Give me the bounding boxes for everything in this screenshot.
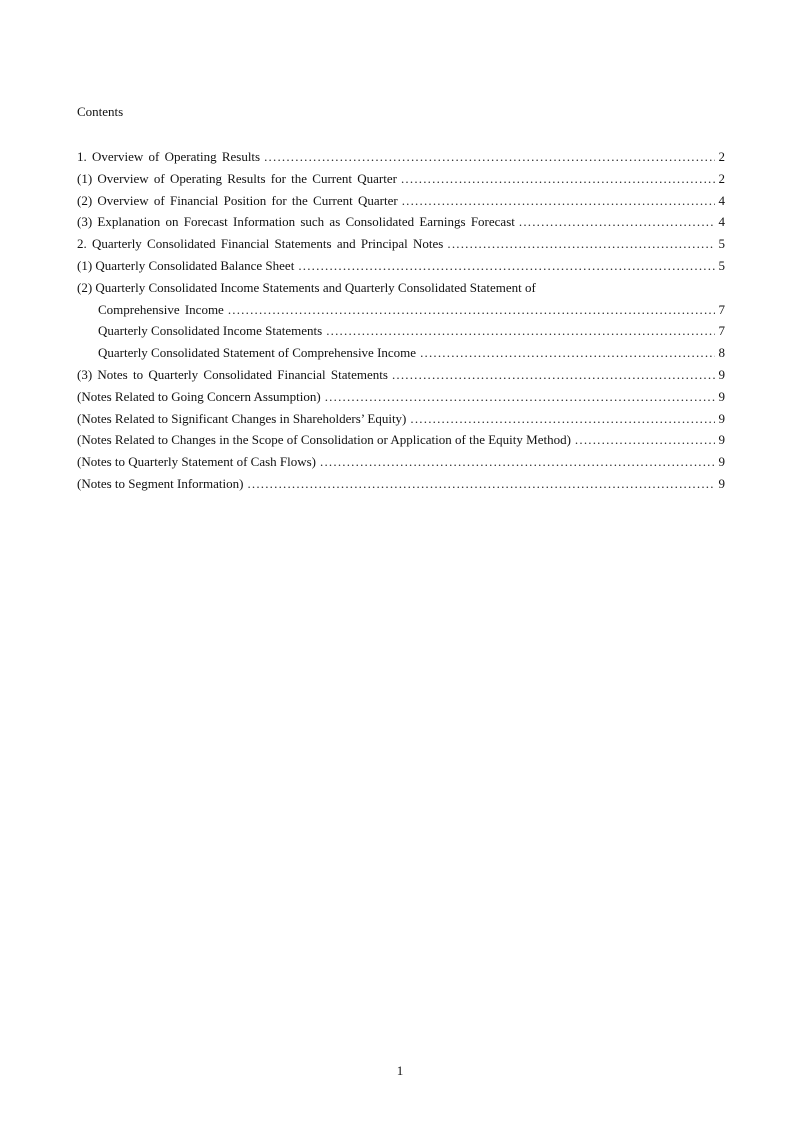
toc-entry[interactable] — [77, 386, 725, 408]
dot-leader — [575, 429, 715, 451]
toc-entry-label: (2) Overview of Financial Position for the Current Quarter — [77, 192, 398, 208]
toc-entry[interactable] — [77, 364, 725, 386]
dot-leader — [264, 146, 714, 168]
toc-entry[interactable] — [77, 429, 725, 451]
dot-leader — [410, 408, 714, 430]
toc-entry[interactable] — [77, 473, 725, 495]
toc-entry-label: (Notes Related to Going Concern Assumption) — [77, 388, 321, 404]
toc-entry-label: Quarterly Consolidated Income Statements — [98, 323, 323, 339]
dot-leader — [447, 233, 714, 255]
toc-entry[interactable] — [77, 211, 725, 233]
toc-entry-label: (1) Overview of Operating Results for the Current Quarter — [77, 170, 397, 186]
toc-entry[interactable] — [77, 255, 725, 277]
toc-entry-page: 9 — [718, 366, 725, 382]
dot-leader — [326, 320, 714, 342]
toc-entry-label: Quarterly Consolidated Statement of Comprehensive Income — [98, 345, 417, 361]
dot-leader — [519, 211, 715, 233]
dot-leader — [325, 386, 715, 408]
toc-entry[interactable] — [77, 146, 725, 168]
dot-leader — [320, 451, 714, 473]
toc-entry-label: 1. Overview of Operating Results — [77, 149, 261, 164]
toc-entry[interactable] — [77, 233, 725, 255]
toc-entry-page: 4 — [718, 214, 725, 230]
toc-entry-page: 8 — [718, 345, 725, 361]
toc-entry[interactable] — [77, 277, 725, 299]
toc-entry-label: 2. Quarterly Consolidated Financial Statements and Principal Notes — [77, 236, 444, 252]
toc-entry[interactable] — [77, 320, 725, 342]
dot-leader — [298, 255, 714, 277]
toc-entry-label: (2) Quarterly Consolidated Income Statements and Quarterly Consolidated Statement of — [77, 279, 536, 295]
toc-entry-page: 5 — [718, 236, 725, 252]
toc-entry-label: (1) Quarterly Consolidated Balance Sheet — [77, 257, 295, 273]
toc-entry-page: 2 — [718, 149, 725, 164]
toc-entry-page: 7 — [718, 323, 725, 339]
dot-leader — [401, 168, 715, 190]
dot-leader — [402, 190, 715, 212]
toc-entry-label: (Notes Related to Significant Changes in Shareholders’ Equity) — [77, 410, 407, 426]
toc-entry-page: 4 — [718, 192, 725, 208]
dot-leader — [247, 473, 714, 495]
toc-entry-page: 9 — [718, 454, 725, 470]
toc-entry-label: (3) Notes to Quarterly Consolidated Financial Statements — [77, 366, 388, 382]
toc-entry-page: 9 — [718, 410, 725, 426]
toc-entry-page: 7 — [718, 301, 725, 317]
page-number: 1 — [396, 1063, 404, 1078]
toc-entry[interactable] — [77, 299, 725, 321]
toc-entry[interactable] — [77, 451, 725, 473]
toc-entry-label: Comprehensive Income — [98, 301, 224, 317]
toc-entry-page: 2 — [718, 170, 725, 186]
toc-entry-label: (Notes to Quarterly Statement of Cash Flows) — [77, 454, 317, 470]
toc-entry-page: 9 — [718, 475, 725, 491]
table-of-contents — [77, 146, 725, 495]
toc-entry-page: 9 — [718, 432, 725, 448]
toc-entry[interactable] — [77, 342, 725, 364]
toc-entry[interactable] — [77, 190, 725, 212]
toc-entry[interactable] — [77, 408, 725, 430]
dot-leader — [392, 364, 715, 386]
dot-leader — [420, 342, 714, 364]
contents-heading: Contents — [77, 104, 124, 119]
toc-entry-label: (3) Explanation on Forecast Information such as Consolidated Earnings Forecast — [77, 214, 515, 230]
toc-entry[interactable] — [77, 168, 725, 190]
dot-leader — [228, 299, 715, 321]
toc-entry-label: (Notes to Segment Information) — [77, 475, 244, 491]
toc-entry-page: 9 — [718, 388, 725, 404]
toc-entry-page: 5 — [718, 257, 725, 273]
toc-entry-label: (Notes Related to Changes in the Scope of Consolidation or Application of the Equity Method) — [77, 432, 571, 448]
